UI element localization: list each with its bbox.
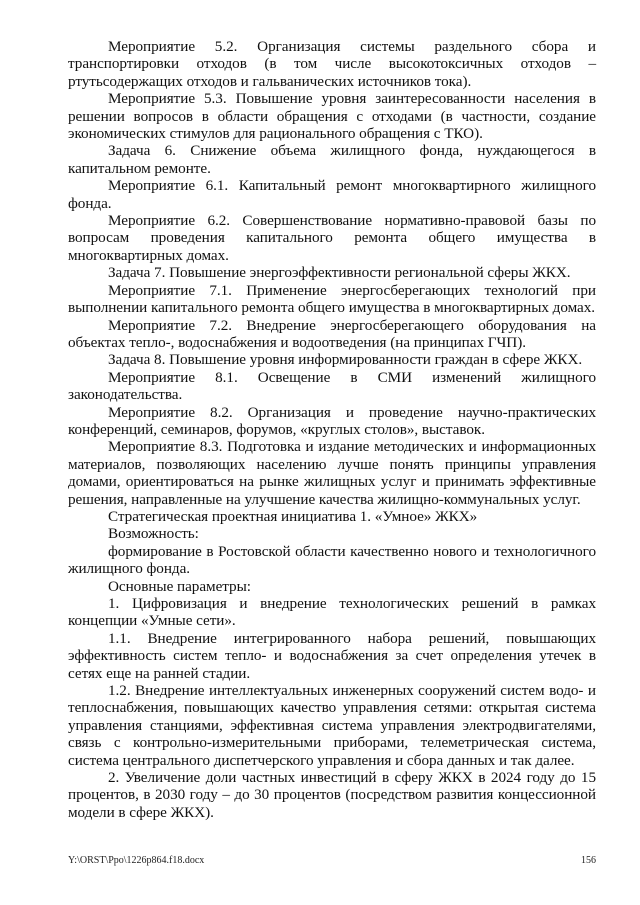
paragraph: Мероприятие 5.3. Повышение уровня заинтересованности населения в решении вопросов в области обращения с отходами (в частности, создание экономических стимулов для рационального обращения с ТКО). (68, 90, 596, 143)
paragraph: Стратегическая проектная инициатива 1. «Умное» ЖКХ» (108, 507, 478, 525)
paragraph: Мероприятие 8.2. Организация и проведение научно-практических конференций, семинаров, форумов, «круглых столов», выставок. (68, 403, 596, 438)
paragraph: Мероприятие 5.2. Организация системы раздельного сбора и транспортировки отходов (в том числе высокотоксичных отходов – ртутьсодержащих отходов и гальванических источников тока). (68, 38, 596, 90)
paragraph: Мероприятие 8.1. Освещение в СМИ изменений жилищного законодательства. (68, 368, 596, 404)
paragraph: 1.1. Внедрение интегрированного набора решений, повышающих эффективность систем тепло- и водоснабжения за счет определения утечек в сетях еще на ранней стадии. (68, 629, 596, 682)
paragraph: Задача 8. Повышение уровня информированности граждан в сфере ЖКХ. (108, 351, 583, 369)
paragraph: Мероприятие 7.2. Внедрение энергосберегающего оборудования на объектах тепло-, водоснабжения и водоотведения (на принципах ГЧП). (68, 316, 596, 351)
paragraph: Мероприятие 6.1. Капитальный ремонт многоквартирного жилищного фонда. (68, 177, 596, 212)
paragraph: 1. Цифровизация и внедрение технологических решений в рамках концепции «Умные сети». (68, 595, 596, 630)
paragraph: Основные параметры: (108, 577, 251, 595)
paragraph: Мероприятие 7.1. Применение энергосберегающих технологий при выполнении капитального ремонта общего имущества в многоквартирных домах. (68, 281, 596, 317)
page-number: 156 (581, 855, 596, 866)
paragraph: Мероприятие 6.2. Совершенствование нормативно-правовой базы по вопросам проведения капитального ремонта общего имущества в многоквартирных домах. (68, 212, 596, 264)
file-path: Y:\ORST\Ppo\1226p864.f18.docx (68, 855, 205, 866)
paragraph: Задача 6. Снижение объема жилищного фонда, нуждающегося в капитальном ремонте. (68, 142, 596, 177)
paragraph: 2. Увеличение доли частных инвестиций в сферу ЖКХ в 2024 году до 15 процентов, в 2030 году – до 30 процентов (посредством развития концессионной модели в сфере ЖКХ). (68, 769, 596, 821)
paragraph: 1.2. Внедрение интеллектуальных инженерных сооружений систем водо- и теплоснабжения, повышающих качество управления сетями: открытая система управления станциями, эффективная система управления электродвигателями, связь с контрольно-измерительными приборами, телеметрическая система, система центрального диспетчерского управления и сбора данных и так далее. (68, 682, 596, 769)
paragraph: Мероприятие 8.3. Подготовка и издание методических и информационных материалов, позволяющих населению лучше понять принципы управления домами, ориентироваться на рынке жилищных услуг и принимать эффективные решения, направленные на улучшение качества жилищно-коммунальных услуг. (68, 438, 596, 508)
document-page (68, 38, 596, 821)
paragraph: Возможность: (108, 525, 199, 543)
page-footer (68, 854, 596, 868)
paragraph: формирование в Ростовской области качественно нового и технологичного жилищного фонда. (68, 542, 596, 578)
paragraph: Задача 7. Повышение энергоэффективности региональной сферы ЖКХ. (108, 264, 571, 282)
